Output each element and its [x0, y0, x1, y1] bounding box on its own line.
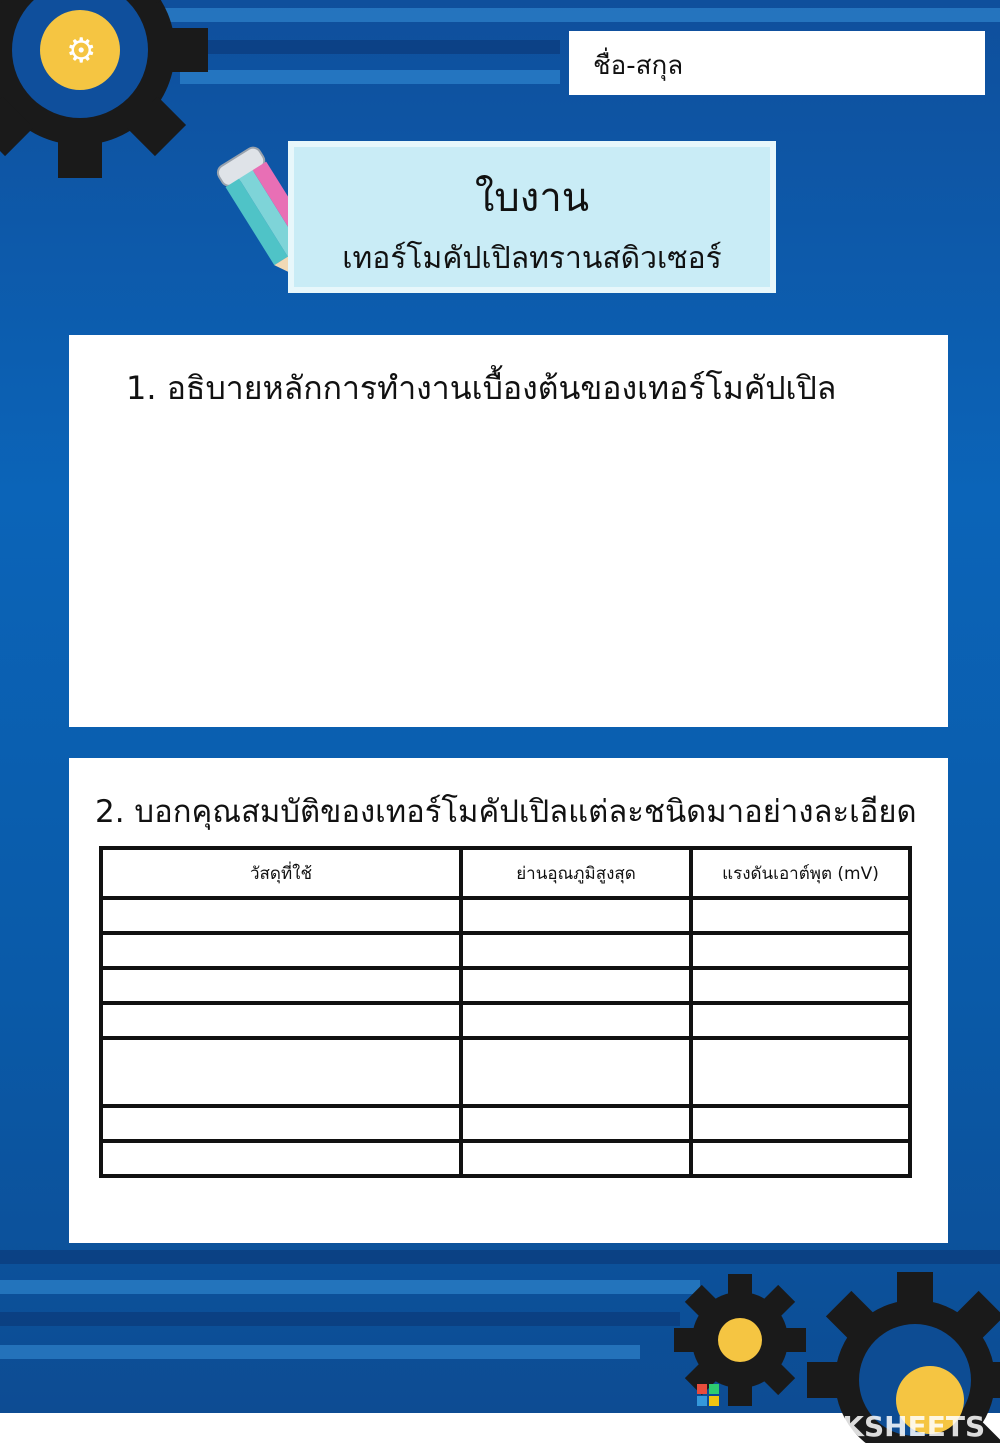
table-cell[interactable] — [691, 1038, 910, 1106]
table-cell[interactable] — [101, 968, 461, 1003]
page-title: ใบงาน — [474, 175, 590, 221]
decor-stripe — [0, 1345, 640, 1359]
decor-stripe — [200, 40, 560, 54]
table-cell[interactable] — [461, 898, 691, 933]
table-cell[interactable] — [461, 1141, 691, 1176]
header-temperature-range: ย่านอุณภูมิสูงสุด — [461, 848, 691, 898]
decor-stripe — [0, 1312, 680, 1326]
properties-table — [99, 846, 912, 1178]
table-row — [101, 1038, 910, 1106]
question-1-text: 1. อธิบายหลักการทำงานเบื้องต้นของเทอร์โมคัปเปิล — [126, 369, 837, 407]
decor-stripe — [160, 8, 1000, 22]
liveworksheets-logo-icon — [697, 1384, 719, 1406]
table-cell[interactable] — [461, 1003, 691, 1038]
table-cell[interactable] — [101, 1038, 461, 1106]
table-row — [101, 1141, 910, 1176]
table-cell[interactable] — [101, 933, 461, 968]
table-row — [101, 1106, 910, 1141]
table-cell[interactable] — [461, 1106, 691, 1141]
question-2-panel — [69, 758, 948, 1243]
table-cell[interactable] — [101, 1106, 461, 1141]
table-row — [101, 1003, 910, 1038]
name-label: ชื่อ-สกุล — [593, 51, 684, 81]
question-2-text: 2. บอกคุณสมบัติของเทอร์โมคัปเปิลแต่ละชนิดมาอย่างละเอียด — [95, 794, 917, 830]
table-row — [101, 968, 910, 1003]
decor-stripe — [0, 1280, 700, 1294]
table-header-row — [101, 848, 910, 898]
table-cell[interactable] — [101, 898, 461, 933]
table-cell[interactable] — [101, 1003, 461, 1038]
table-cell[interactable] — [461, 933, 691, 968]
header-output-voltage: แรงดันเอาต์พุต (mV) — [691, 848, 910, 898]
table-cell[interactable] — [461, 968, 691, 1003]
decor-stripe — [0, 1250, 1000, 1264]
table-row — [101, 898, 910, 933]
table-cell[interactable] — [461, 1038, 691, 1106]
table-row — [101, 933, 910, 968]
table-cell[interactable] — [691, 898, 910, 933]
table-cell[interactable] — [691, 933, 910, 968]
table-cell[interactable] — [101, 1141, 461, 1176]
name-field[interactable] — [569, 31, 985, 95]
page-subtitle: เทอร์โมคัปเปิลทรานสดิวเซอร์ — [342, 241, 722, 276]
title-card — [288, 141, 776, 293]
table-cell[interactable] — [691, 968, 910, 1003]
svg-text:⚙: ⚙ — [66, 31, 97, 71]
table-cell[interactable] — [691, 1106, 910, 1141]
table-cell[interactable] — [691, 1141, 910, 1176]
question-1-panel[interactable] — [69, 335, 948, 727]
table-cell[interactable] — [691, 1003, 910, 1038]
watermark-text: LIVEWORKSHEETS — [697, 1410, 986, 1443]
liveworksheets-watermark — [697, 1377, 1000, 1443]
header-material: วัสดุที่ใช้ — [101, 848, 461, 898]
